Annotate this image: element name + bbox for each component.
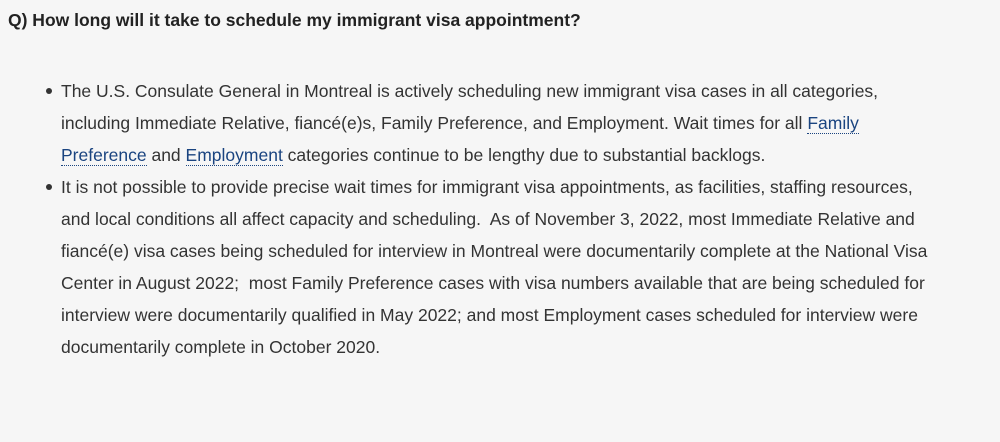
bullet-icon (46, 88, 52, 94)
faq-question: Q) How long will it take to schedule my immigrant visa appointment? (8, 10, 581, 30)
answer-text: categories continue to be lengthy due to substantial backlogs. (282, 145, 766, 165)
answer-list (8, 75, 1000, 363)
answer-text: and (146, 145, 186, 165)
family-preference-link[interactable]: Family Preference (61, 113, 859, 165)
answer-text: It is not possible to provide precise wait times for immigrant visa appointments, as facilities, staffing resources, and local conditions all affect capacity and scheduling. As of November 3, 2022, most Immediate Relative and fiancé(e) visa cases being scheduled for interview in Montreal were documentarily complete at the National Visa Center in August 2022; most Family Preference cases with visa numbers available that are being scheduled for interview were documentarily qualified in May 2022; and most Employment cases scheduled for interview were documentarily complete in October 2020. (61, 177, 933, 357)
answer-text: The U.S. Consulate General in Montreal is actively scheduling new immigrant visa cases in all categories, including Immediate Relative, fiancé(e)s, Family Preference, and Employment. Wait times for all (61, 81, 879, 133)
answer-item-wait-times (8, 171, 941, 363)
answer-item-scheduling-status (8, 75, 941, 171)
employment-link[interactable]: Employment (185, 145, 283, 165)
bullet-icon (46, 184, 52, 190)
